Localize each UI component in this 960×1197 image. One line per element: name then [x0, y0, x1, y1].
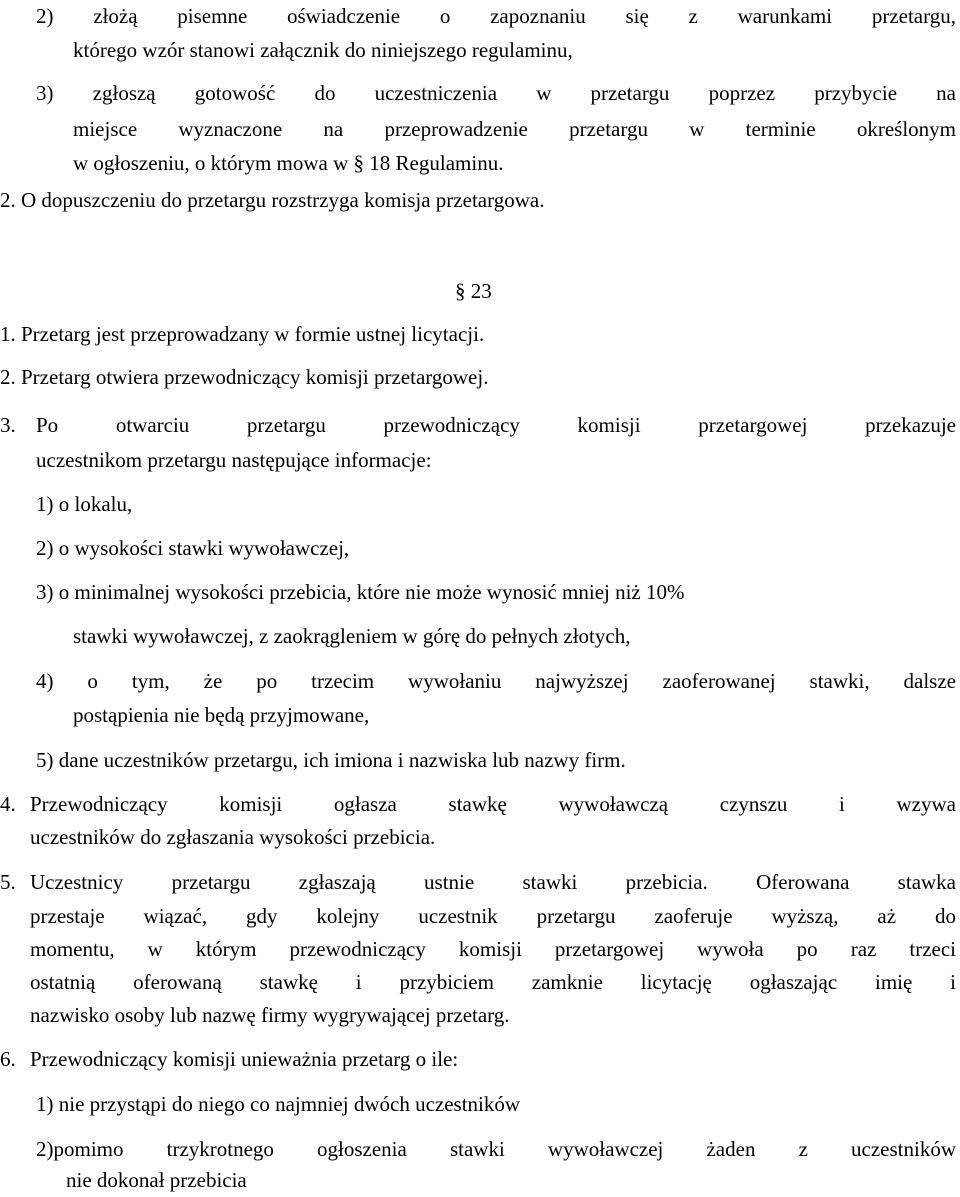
paragraph-2: 2. Przetarg otwiera przewodniczący komisji przetargowej. [0, 365, 489, 389]
paragraph-4-line-1: Przewodniczący komisji ogłasza stawkę wywoławczą czynszu i wzywa [30, 792, 956, 816]
item-3-line-2: miejsce wyznaczone na przeprowadzenie przetargu w terminie określonym [73, 117, 956, 141]
info-item-1: 1) o lokalu, [36, 492, 133, 516]
paragraph-5-line-2: przestaje wiązać, gdy kolejny uczestnik przetargu zaoferuje wyższą, aż do [30, 904, 956, 928]
paragraph-4-number: 4. [0, 792, 16, 816]
paragraph-5-line-5: nazwisko osoby lub nazwę firmy wygrywającej przetarg. [30, 1003, 510, 1027]
condition-item-2-line-1: 2)pomimo trzykrotnego ogłoszenia stawki wywoławczej żaden z uczestników [36, 1137, 956, 1161]
paragraph-5-line-3: momentu, w którym przewodniczący komisji przetargowej wywoła po raz trzeci [30, 937, 956, 961]
paragraph-1: 1. Przetarg jest przeprowadzany w formie ustnej licytacji. [0, 322, 485, 346]
paragraph-5-line-1: Uczestnicy przetargu zgłaszają ustnie stawki przebicia. Oferowana stawka [30, 870, 956, 894]
section-heading: § 23 [455, 279, 492, 303]
info-item-3-line-1: 3) o minimalnej wysokości przebicia, które nie może wynosić mniej niż 10% [36, 580, 685, 604]
info-item-2: 2) o wysokości stawki wywoławczej, [36, 536, 350, 560]
item-2-line-1: 2) złożą pisemne oświadczenie o zapoznaniu się z warunkami przetargu, [36, 4, 956, 28]
info-item-4-line-2: postąpienia nie będą przyjmowane, [73, 703, 370, 727]
info-item-3-line-2: stawki wywoławczej, z zaokrągleniem w górę do pełnych złotych, [73, 624, 631, 648]
paragraph-2-admission: 2. O dopuszczeniu do przetargu rozstrzyga komisja przetargowa. [0, 188, 545, 212]
item-3-line-1: 3) zgłoszą gotowość do uczestniczenia w przetargu poprzez przybycie na [36, 81, 956, 105]
info-item-5: 5) dane uczestników przetargu, ich imiona i nazwiska lub nazwy firm. [36, 748, 626, 772]
paragraph-4-line-2: uczestników do zgłaszania wysokości przebicia. [30, 825, 436, 849]
item-2-line-2: którego wzór stanowi załącznik do niniejszego regulaminu, [73, 38, 573, 62]
condition-item-2-line-2: nie dokonał przebicia [66, 1168, 247, 1192]
paragraph-3-line-2: uczestnikom przetargu następujące informacje: [36, 448, 432, 472]
condition-item-1: 1) nie przystąpi do niego co najmniej dwóch uczestników [36, 1092, 521, 1116]
paragraph-5-number: 5. [0, 870, 16, 894]
paragraph-3-number: 3. [0, 413, 16, 437]
item-3-line-3: w ogłoszeniu, o którym mowa w § 18 Regulaminu. [73, 151, 504, 175]
info-item-4-line-1: 4) o tym, że po trzecim wywołaniu najwyższej zaoferowanej stawki, dalsze [36, 669, 956, 693]
paragraph-3-line-1: Po otwarciu przetargu przewodniczący komisji przetargowej przekazuje [36, 413, 956, 437]
paragraph-5-line-4: ostatnią oferowaną stawkę i przybiciem zamknie licytację ogłaszając imię i [30, 970, 956, 994]
paragraph-6-line-1: Przewodniczący komisji unieważnia przetarg o ile: [30, 1047, 459, 1071]
paragraph-6-number: 6. [0, 1047, 16, 1071]
